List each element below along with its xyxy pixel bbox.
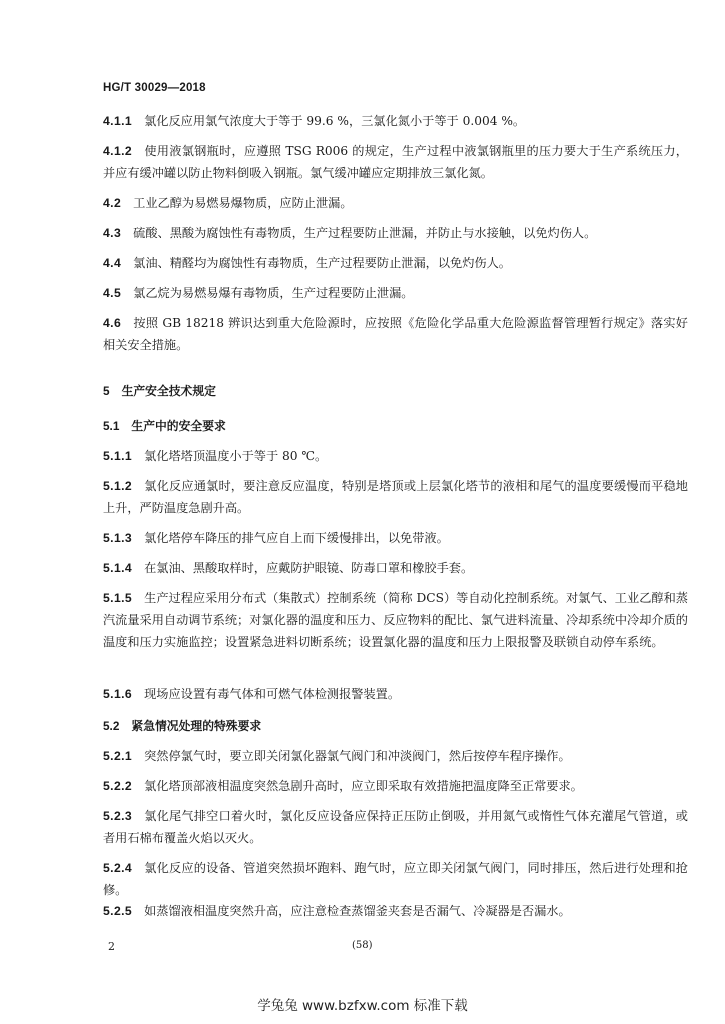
clause-5-1-1 xyxy=(103,445,688,467)
section-title: 生产中的安全要求 xyxy=(131,419,226,433)
clause-number: 5.1.1 xyxy=(103,449,133,463)
page-number: 2 xyxy=(108,940,115,953)
clause-5-2-1 xyxy=(103,745,688,767)
clause-text: 硫酸、黑酸为腐蚀性有毒物质，生产过程要防止泄漏，并防止与水接触，以免灼伤人。 xyxy=(133,226,597,240)
clause-number: 4.3 xyxy=(103,226,122,240)
clause-5-2-3 xyxy=(103,805,688,849)
clause-text: 氯化塔塔顶温度小于等于 80 ℃。 xyxy=(144,449,328,463)
clause-5-1-4 xyxy=(103,557,688,579)
section-number: 5.1 xyxy=(103,419,120,433)
clause-number: 5.2.1 xyxy=(103,749,133,763)
clause-text: 现场应设置有毒气体和可燃气体检测报警装置。 xyxy=(144,687,401,701)
clause-5-2-5 xyxy=(103,900,688,922)
clause-text: 氯化反应用氯气浓度大于等于 99.6 %，三氯化氮小于等于 0.004 %。 xyxy=(144,114,526,128)
clause-text: 按照 GB 18218 辨识达到重大危险源时，应按照《危险化学品重大危险源监督管理暂行规定》落实好相关安全措施。 xyxy=(103,316,688,352)
clause-5-1-2 xyxy=(103,475,688,519)
section-number: 5.2 xyxy=(103,719,120,733)
watermark-text: 学兔兔 www.bzfxw.com 标准下载 xyxy=(257,998,468,1014)
clause-text: 氯化塔顶部液相温度突然急剧升高时，应立即采取有效措施把温度降至正常要求。 xyxy=(144,779,583,793)
clause-number: 5.1.6 xyxy=(103,687,133,701)
clause-number: 5.2.4 xyxy=(103,861,133,875)
clause-number: 5.2.3 xyxy=(103,809,133,823)
clause-text: 在氯油、黑酸取样时，应戴防护眼镜、防毒口罩和橡胶手套。 xyxy=(144,561,474,575)
clause-number: 4.6 xyxy=(103,316,122,330)
clause-number: 5.1.5 xyxy=(103,591,133,605)
section-number: 5 xyxy=(103,384,110,398)
clause-number: 5.1.4 xyxy=(103,561,133,575)
standard-code-header: HG/T 30029—2018 xyxy=(103,82,206,94)
clause-text: 氯油、精醛均为腐蚀性有毒物质，生产过程要防止泄漏，以免灼伤人。 xyxy=(133,256,511,270)
section-heading-5-2 xyxy=(103,715,688,737)
clause-4-6 xyxy=(103,312,688,356)
clause-number: 5.2.2 xyxy=(103,779,133,793)
clause-text: 如蒸馏液相温度突然升高，应注意检查蒸馏釜夹套是否漏气、冷凝器是否漏水。 xyxy=(144,904,571,918)
clause-number: 5.2.5 xyxy=(103,904,133,918)
clause-text: 突然停氯气时，要立即关闭氯化器氯气阀门和冲淡阀门，然后按停车程序操作。 xyxy=(144,749,571,763)
clause-number: 4.5 xyxy=(103,286,122,300)
section-heading-5 xyxy=(103,380,688,402)
clause-5-2-2 xyxy=(103,775,688,797)
clause-text: 氯化反应通氯时，要注意反应温度，特别是塔顶或上层氯化塔节的液相和尾气的温度要缓慢而平稳地上升，严防温度急剧升高。 xyxy=(103,479,688,515)
clause-number: 4.1.1 xyxy=(103,114,133,128)
clause-text: 氯化塔停车降压的排气应自上而下缓慢排出，以免带液。 xyxy=(144,531,449,545)
clause-4-1-1 xyxy=(103,110,688,132)
clause-4-5 xyxy=(103,282,688,304)
clause-5-1-3 xyxy=(103,527,688,549)
clause-text: 使用液氯钢瓶时，应遵照 TSG R006 的规定，生产过程中液氯钢瓶里的压力要大于生产系统压力，并应有缓冲罐以防止物料倒吸入钢瓶。氯气缓冲罐应定期排放三氯化氮。 xyxy=(103,144,688,180)
clause-4-2 xyxy=(103,192,688,214)
clause-text: 氯乙烷为易燃易爆有毒物质，生产过程要防止泄漏。 xyxy=(133,286,414,300)
clause-text: 氯化反应的设备、管道突然损坏跑料、跑气时，应立即关闭氯气阀门，同时排压，然后进行处理和抢修。 xyxy=(103,861,688,897)
clause-number: 4.1.2 xyxy=(103,144,133,158)
clause-number: 4.4 xyxy=(103,256,122,270)
clause-text: 工业乙醇为易燃易爆物质，应防止泄漏。 xyxy=(133,196,353,210)
clause-text: 氯化尾气排空口着火时，氯化反应设备应保持正压防止倒吸，并用氮气或惰性气体充灌尾气管道，或者用石棉布覆盖火焰以灭火。 xyxy=(103,809,688,845)
clause-5-1-5 xyxy=(103,587,688,653)
clause-4-4 xyxy=(103,252,688,274)
clause-number: 5.1.2 xyxy=(103,479,133,493)
clause-text: 生产过程应采用分布式（集散式）控制系统（简称 DCS）等自动化控制系统。对氯气、工业乙醇和蒸汽流量采用自动调节系统；对氯化器的温度和压力、反应物料的配比、氯气进料流量、冷却系统中冷却介质的温度和压力实施监控；设置紧急进料切断系统；设置氯化器的温度和压力上限报警及联锁自动停车系统。 xyxy=(103,591,688,649)
clause-5-2-4 xyxy=(103,857,688,901)
section-title: 紧急情况处理的特殊要求 xyxy=(131,719,262,733)
center-page-mark: (58) xyxy=(352,940,373,951)
section-title: 生产安全技术规定 xyxy=(121,384,216,398)
section-heading-5-1 xyxy=(103,415,688,437)
clause-4-3 xyxy=(103,222,688,244)
clause-number: 4.2 xyxy=(103,196,122,210)
clause-4-1-2 xyxy=(103,140,688,184)
clause-5-1-6 xyxy=(103,683,688,705)
clause-number: 5.1.3 xyxy=(103,531,133,545)
